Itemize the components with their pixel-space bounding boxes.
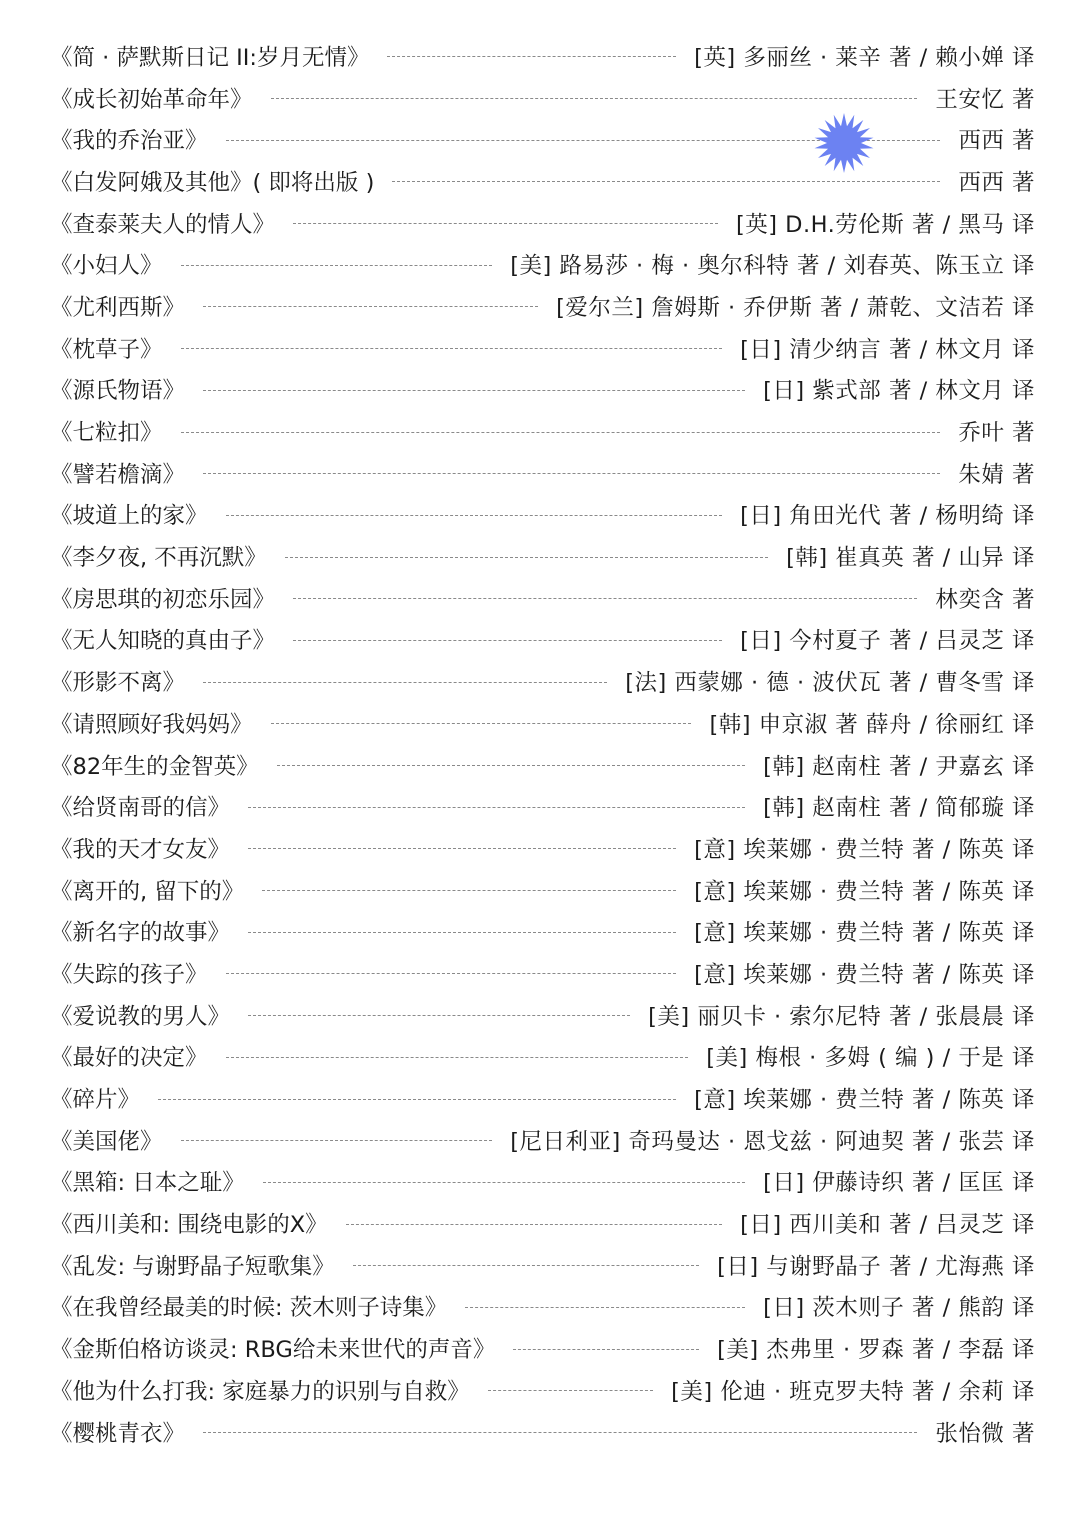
book-title: 《82年生的金智英》 <box>50 753 259 780</box>
starburst-icon <box>813 112 875 174</box>
book-title: 《乱发: 与谢野晶子短歌集》 <box>50 1253 335 1280</box>
book-credit: [日] 伊藤诗织 著 / 匡匡 译 <box>763 1170 1035 1197</box>
book-title: 《白发阿娥及其他》( 即将出版 ) <box>50 169 375 196</box>
dotted-leader <box>226 1057 689 1058</box>
book-title: 《樱桃青衣》 <box>50 1420 186 1447</box>
book-title: 《最好的决定》 <box>50 1045 208 1072</box>
book-credit: [意] 埃莱娜 · 费兰特 著 / 陈英 译 <box>694 1087 1035 1114</box>
dotted-leader <box>203 1432 917 1433</box>
book-row <box>50 660 1035 702</box>
book-row <box>50 35 1035 77</box>
book-title: 《小妇人》 <box>50 253 163 280</box>
book-title: 《美国佬》 <box>50 1128 163 1155</box>
book-row <box>50 785 1035 827</box>
book-credit: 西西 著 <box>958 169 1035 196</box>
dotted-leader <box>181 348 723 349</box>
book-title: 《西川美和: 围绕电影的X》 <box>50 1212 328 1239</box>
book-title: 《新名字的故事》 <box>50 920 231 947</box>
dotted-leader <box>465 1307 745 1308</box>
book-row <box>50 1369 1035 1411</box>
dotted-leader <box>293 223 718 224</box>
dotted-leader <box>181 432 941 433</box>
book-credit: [英] 多丽丝 · 莱辛 著 / 赖小婵 译 <box>694 44 1035 71</box>
dotted-leader <box>203 390 745 391</box>
book-credit: [日] 茨木则子 著 / 熊韵 译 <box>763 1295 1035 1322</box>
book-title: 《请照顾好我妈妈》 <box>50 711 253 738</box>
book-credit: 西西 著 <box>958 128 1035 155</box>
dotted-leader <box>181 265 493 266</box>
dotted-leader <box>513 1349 699 1350</box>
book-row <box>50 869 1035 911</box>
book-title: 《房思琪的初恋乐园》 <box>50 586 276 613</box>
dotted-leader <box>248 807 745 808</box>
book-title: 《枕草子》 <box>50 336 163 363</box>
book-credit: [韩] 赵南柱 著 / 尹嘉玄 译 <box>763 753 1035 780</box>
dotted-leader <box>226 973 677 974</box>
dotted-leader <box>248 848 676 849</box>
book-row <box>50 1202 1035 1244</box>
book-row <box>50 535 1035 577</box>
dotted-leader <box>226 515 723 516</box>
dotted-leader <box>285 557 768 558</box>
book-title: 《无人知晓的真由子》 <box>50 628 276 655</box>
book-title: 《形影不离》 <box>50 670 186 697</box>
dotted-leader <box>271 98 918 99</box>
book-row <box>50 202 1035 244</box>
book-row <box>50 1077 1035 1119</box>
book-credit: [美] 路易莎 · 梅 · 奥尔科特 著 / 刘春英、陈玉立 译 <box>510 253 1035 280</box>
book-credit: [美] 梅根 · 多姆 ( 编 ) / 于是 译 <box>706 1045 1035 1072</box>
book-credit: [日] 紫式部 著 / 林文月 译 <box>763 378 1035 405</box>
book-credit: [日] 与谢野晶子 著 / 尤海燕 译 <box>717 1253 1035 1280</box>
book-credit: [英] D.H.劳伦斯 著 / 黑马 译 <box>735 211 1035 238</box>
book-row <box>50 285 1035 327</box>
book-title: 《失踪的孩子》 <box>50 961 208 988</box>
dotted-leader <box>392 181 940 182</box>
dotted-leader <box>248 932 676 933</box>
dotted-leader <box>263 1182 745 1183</box>
dotted-leader <box>293 598 917 599</box>
book-credit: [爱尔兰] 詹姆斯 · 乔伊斯 著 / 萧乾、文洁若 译 <box>556 294 1035 321</box>
book-credit: [日] 今村夏子 著 / 吕灵芝 译 <box>740 628 1035 655</box>
book-row <box>50 577 1035 619</box>
dotted-leader <box>293 640 722 641</box>
book-row <box>50 1327 1035 1369</box>
book-row <box>50 160 1035 202</box>
book-credit: [法] 西蒙娜 · 德 · 波伏瓦 著 / 曹冬雪 译 <box>625 670 1035 697</box>
book-title: 《我的乔治亚》 <box>50 128 208 155</box>
book-credit: [尼日利亚] 奇玛曼达 · 恩戈兹 · 阿迪契 著 / 张芸 译 <box>510 1128 1035 1155</box>
book-credit: 朱婧 著 <box>958 461 1035 488</box>
book-title: 《离开的, 留下的》 <box>50 878 245 905</box>
dotted-leader <box>248 1015 630 1016</box>
book-row <box>50 1119 1035 1161</box>
book-title: 《简 · 萨默斯日记 II:岁月无情》 <box>50 44 370 71</box>
book-row <box>50 827 1035 869</box>
book-row <box>50 1161 1035 1203</box>
book-title: 《爱说教的男人》 <box>50 1003 231 1030</box>
book-row <box>50 369 1035 411</box>
book-title: 《坡道上的家》 <box>50 503 208 530</box>
book-title: 《碎片》 <box>50 1087 141 1114</box>
book-credit: [美] 丽贝卡 · 索尔尼特 著 / 张晨晨 译 <box>648 1003 1035 1030</box>
book-row <box>50 702 1035 744</box>
book-credit: [意] 埃莱娜 · 费兰特 著 / 陈英 译 <box>694 836 1035 863</box>
book-row <box>50 1286 1035 1328</box>
dotted-leader <box>158 1099 676 1100</box>
book-title: 《譬若檐滴》 <box>50 461 186 488</box>
book-row <box>50 118 1035 160</box>
dotted-leader <box>353 1265 699 1266</box>
book-title: 《黑箱: 日本之耻》 <box>50 1170 245 1197</box>
dotted-leader <box>203 682 607 683</box>
book-title: 《七粒扣》 <box>50 420 163 447</box>
dotted-leader <box>181 1140 493 1141</box>
book-row <box>50 1036 1035 1078</box>
dotted-leader <box>387 56 676 57</box>
book-title: 《他为什么打我: 家庭暴力的识别与自救》 <box>50 1378 470 1405</box>
book-credit: [韩] 赵南柱 著 / 简郁璇 译 <box>763 795 1035 822</box>
book-credit: 乔叶 著 <box>958 420 1035 447</box>
book-row <box>50 243 1035 285</box>
book-title: 《尤利西斯》 <box>50 294 186 321</box>
book-row <box>50 619 1035 661</box>
dotted-leader <box>262 890 676 891</box>
dotted-leader <box>346 1224 722 1225</box>
book-row <box>50 327 1035 369</box>
book-row <box>50 410 1035 452</box>
book-title: 《源氏物语》 <box>50 378 186 405</box>
book-credit: [日] 清少纳言 著 / 林文月 译 <box>740 336 1035 363</box>
book-credit: [韩] 崔真英 著 / 山异 译 <box>786 545 1035 572</box>
book-credit: [韩] 申京淑 著 薛舟 / 徐丽红 译 <box>709 711 1035 738</box>
book-row <box>50 1411 1035 1453</box>
book-credit: [美] 杰弗里 · 罗森 著 / 李磊 译 <box>717 1337 1035 1364</box>
book-list <box>50 35 1035 1452</box>
book-title: 《李夕夜, 不再沉默》 <box>50 545 267 572</box>
dotted-leader <box>488 1390 653 1391</box>
book-credit: [意] 埃莱娜 · 费兰特 著 / 陈英 译 <box>694 878 1035 905</box>
book-row <box>50 952 1035 994</box>
book-row <box>50 744 1035 786</box>
book-row <box>50 1244 1035 1286</box>
book-row <box>50 494 1035 536</box>
book-title: 《我的天才女友》 <box>50 836 231 863</box>
book-title: 《在我曾经最美的时候: 茨木则子诗集》 <box>50 1295 448 1322</box>
book-title: 《成长初始革命年》 <box>50 86 253 113</box>
book-row <box>50 910 1035 952</box>
book-credit: [日] 角田光代 著 / 杨明绮 译 <box>740 503 1035 530</box>
book-row <box>50 994 1035 1036</box>
book-title: 《金斯伯格访谈灵: RBG给未来世代的声音》 <box>50 1337 496 1364</box>
book-row <box>50 452 1035 494</box>
dotted-leader <box>277 765 745 766</box>
book-credit: 张怡微 著 <box>935 1420 1035 1447</box>
book-credit: [意] 埃莱娜 · 费兰特 著 / 陈英 译 <box>694 961 1035 988</box>
book-credit: 林奕含 著 <box>935 586 1035 613</box>
book-title: 《查泰莱夫人的情人》 <box>50 211 276 238</box>
book-credit: [美] 伦迪 · 班克罗夫特 著 / 余莉 译 <box>671 1378 1035 1405</box>
book-credit: [意] 埃莱娜 · 费兰特 著 / 陈英 译 <box>694 920 1035 947</box>
book-title: 《给贤南哥的信》 <box>50 795 231 822</box>
book-row <box>50 77 1035 119</box>
dotted-leader <box>203 306 538 307</box>
dotted-leader <box>203 473 940 474</box>
dotted-leader <box>271 723 692 724</box>
book-credit: [日] 西川美和 著 / 吕灵芝 译 <box>740 1212 1035 1239</box>
book-credit: 王安忆 著 <box>935 86 1035 113</box>
